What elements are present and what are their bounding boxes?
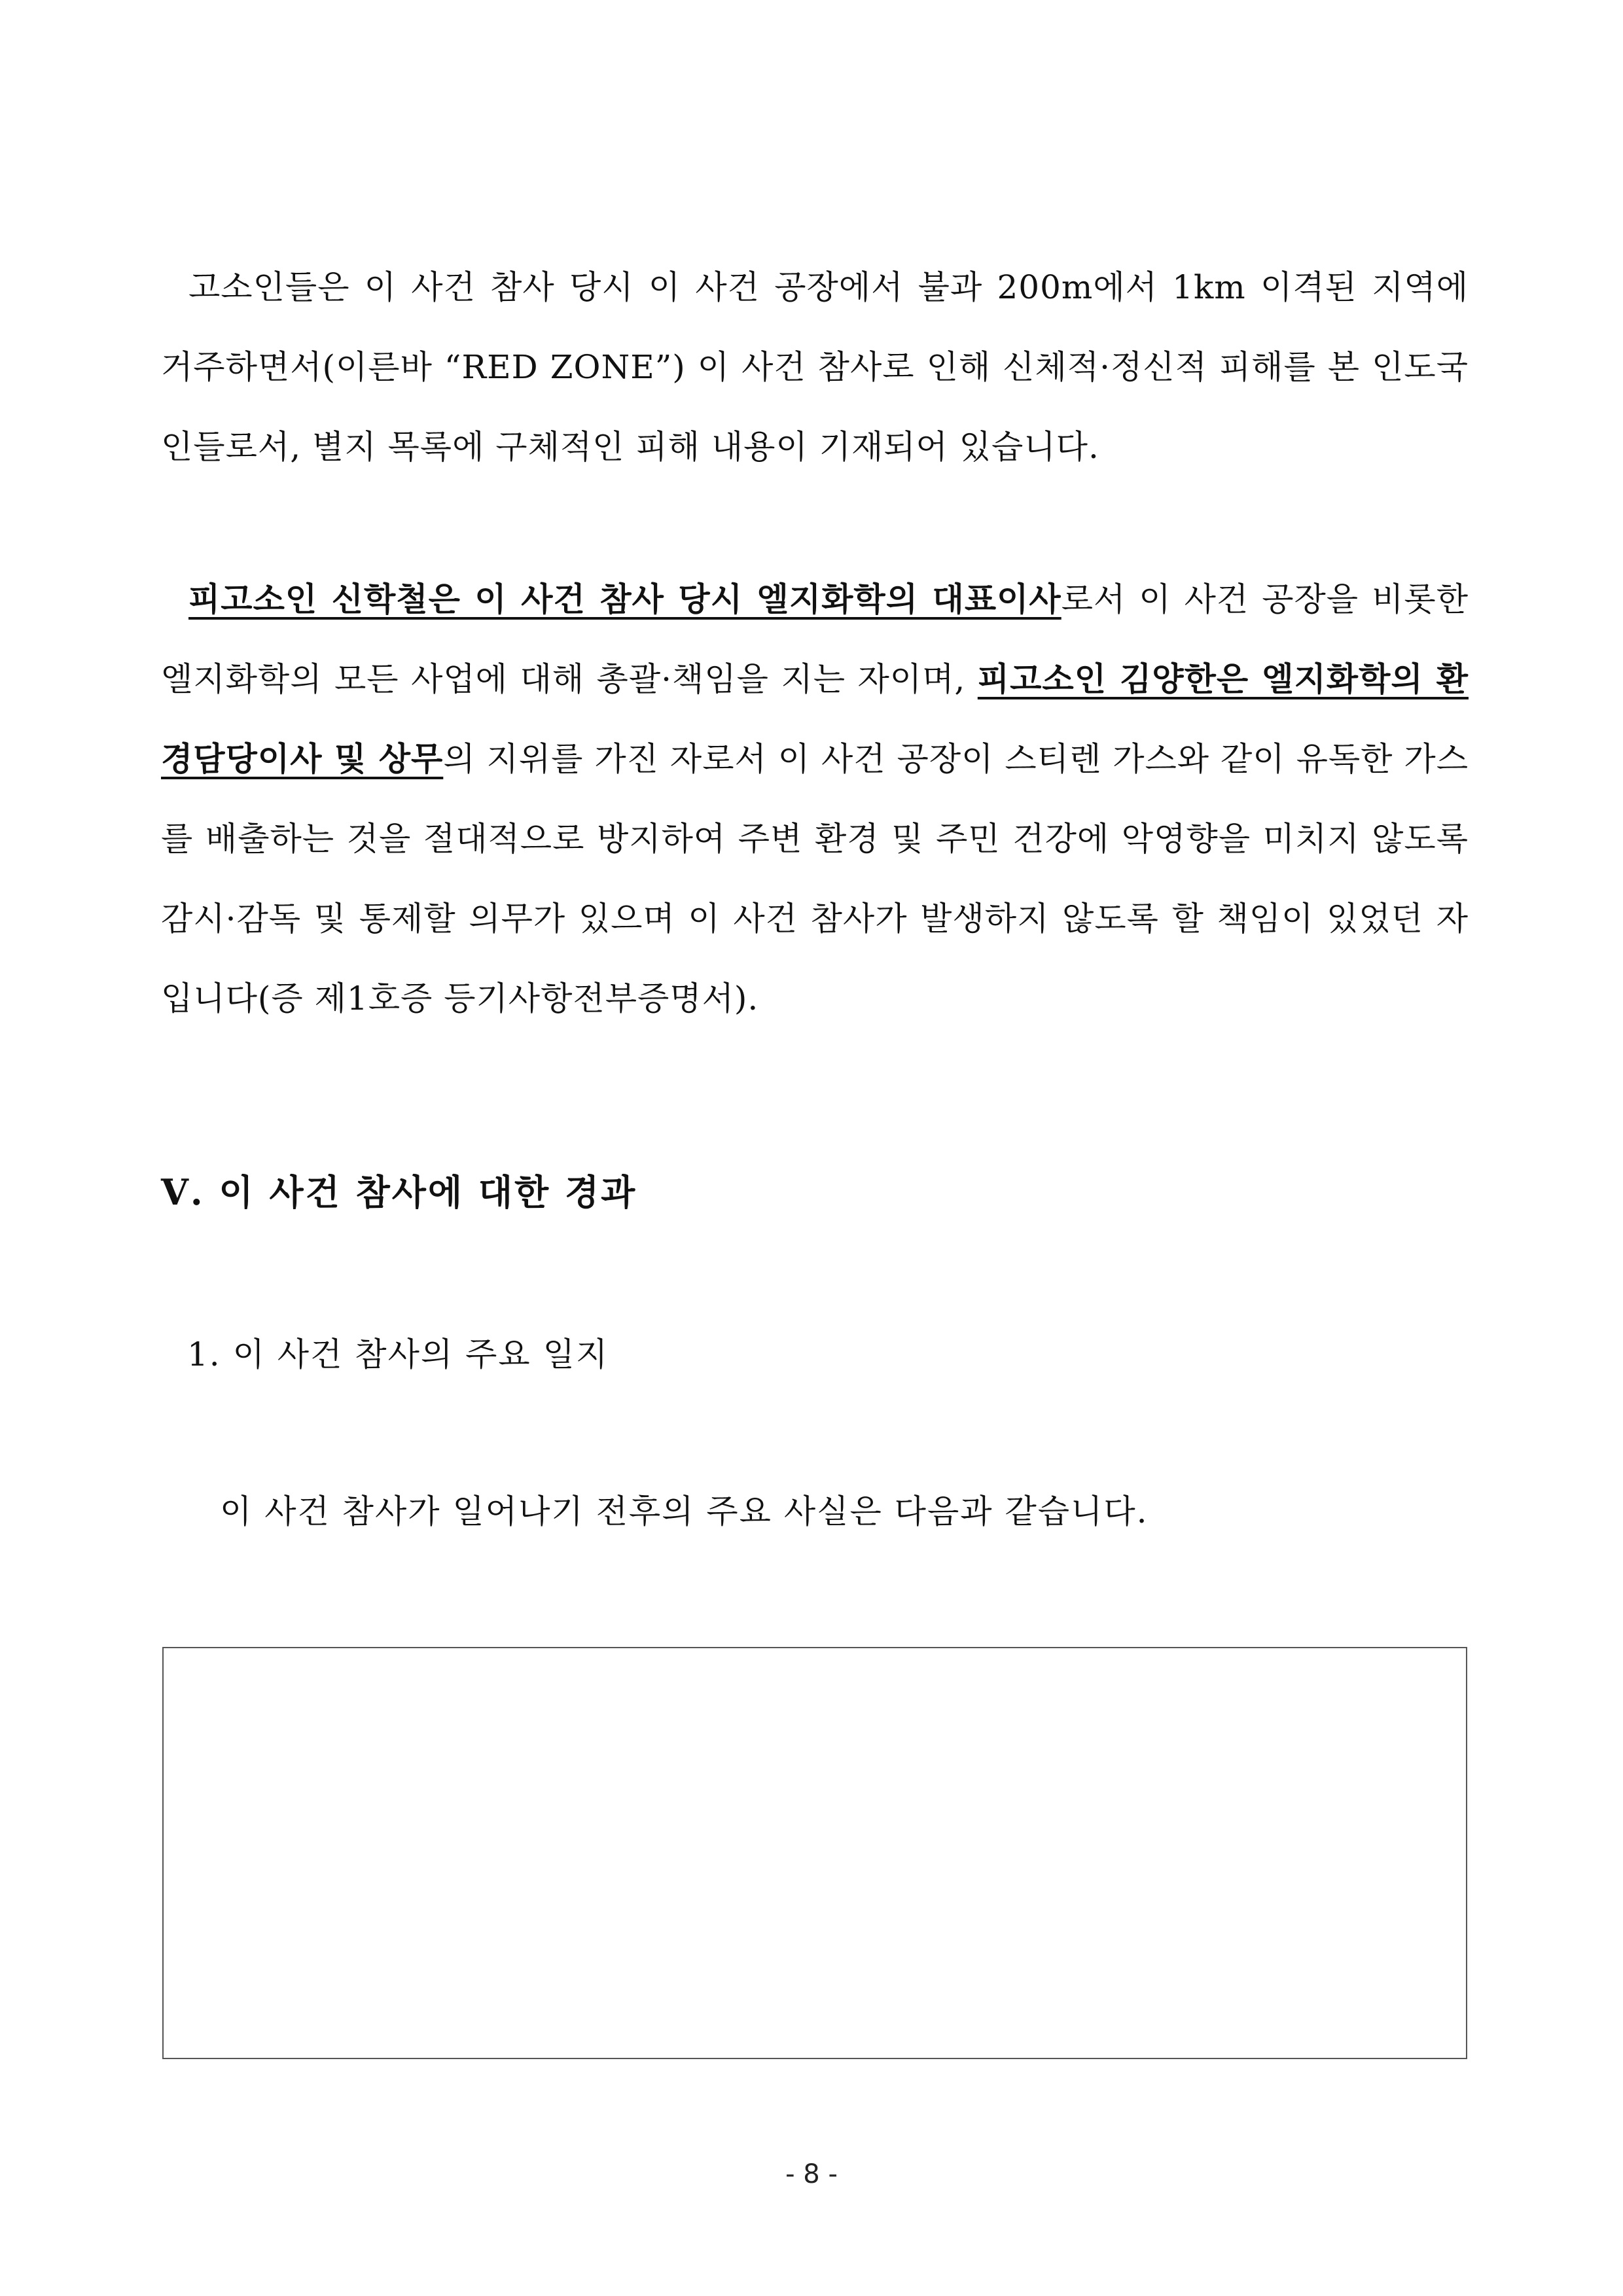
page-number: - 8 -	[785, 2159, 838, 2189]
paragraph-complainants-text: 고소인들은 이 사건 참사 당시 이 사건 공장에서 불과 200m에서 1km 이격된 지역에 거주하면서(이른바 “RED ZONE”) 이 사건 참사로 인해 신체적·정신적 피해를 본 인도국인들로서, 별지 목록에 구체적인 피해 내용이 기재되어 있습니다.	[161, 268, 1469, 466]
accused-1-text: 로서 이 사건 공장을 비롯한 엘지화학의 모든 사업에 대해 총괄·책임을 지는 자이며,	[161, 580, 1469, 698]
paragraph-complainants	[161, 247, 1469, 487]
paragraph-accused	[161, 559, 1469, 1038]
accused-2-text: 의 지위를 가진 자로서 이 사건 공장이 스티렌 가스와 같이 유독한 가스를 배출하는 것을 절대적으로 방지하여 주변 환경 및 주민 건강에 악영향을 미치지 않도록 감시·감독 및 통제할 의무가 있으며 이 사건 참사가 발생하지 않도록 할 책임이 있었던 자입니다(증 제1호증 등기사항전부증명서).	[161, 740, 1469, 1017]
accused-1-emphasis: 피고소인 신학철은 이 사건 참사 당시 엘지화학의 대표이사	[188, 580, 1061, 618]
sub-heading: 1. 이 사건 참사의 주요 일지	[187, 1335, 609, 1373]
timeline-table-box	[162, 1647, 1467, 2059]
section-body-text: 이 사건 참사가 일어나기 전후의 주요 사실은 다음과 같습니다.	[220, 1492, 1149, 1530]
section-heading: Ⅴ. 이 사건 참사에 대한 경과	[161, 1171, 637, 1213]
accused-2-emphasis: 피고소인 김양한은 엘지화학의 환경담당이사 및 상무	[161, 660, 1469, 778]
